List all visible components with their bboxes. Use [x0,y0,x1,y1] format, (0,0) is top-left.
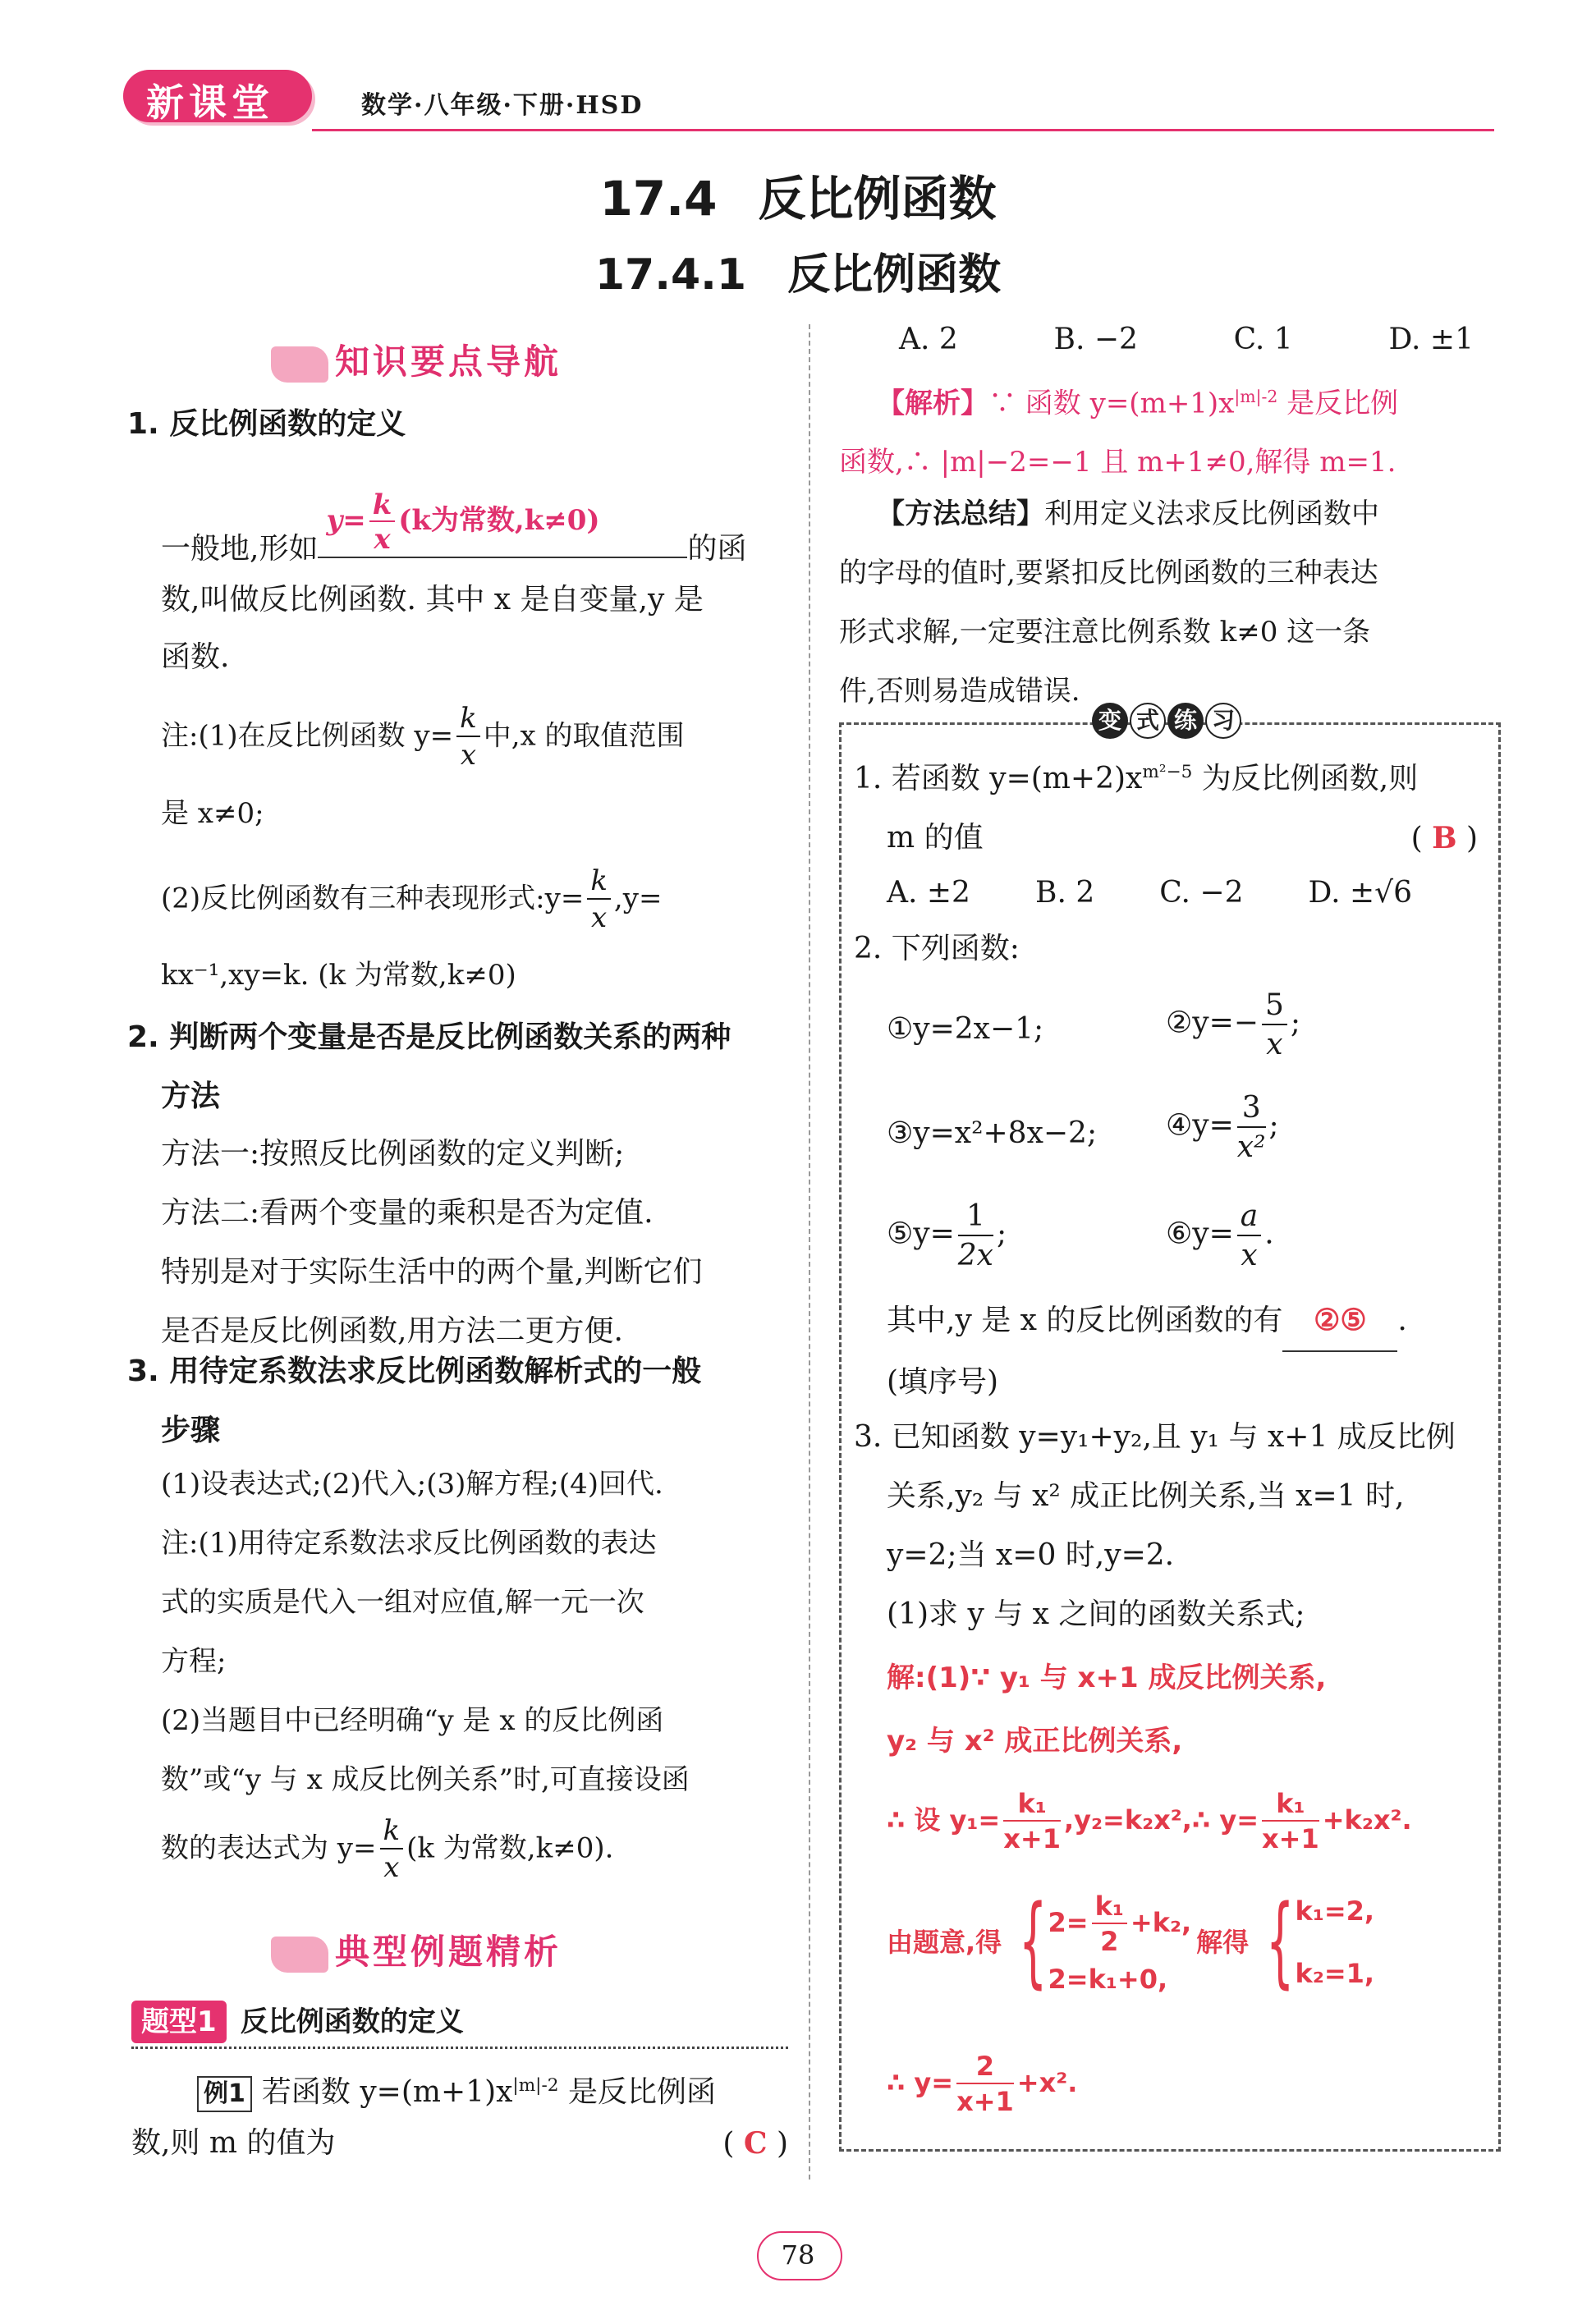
example1-line1: 例1 若函数 $y=(m+1)x^{|m|-2}$ 是反比例函 [197,2056,716,2122]
q3-stem: 3. 已知函数 y=y₁+y₂,且 y₁ 与 x+1 成反比例 关系,y₂ 与 x² 成正比例关系,当 x=1 时, y=2;当 x=0 时,y=2. (1)求 y 与 x 之间的函数关系式; [854,1420,1456,1631]
type1-title: 反比例函数的定义 [240,2005,464,2038]
definition-blank: y= $\frac{k}{x}$ (k为常数,k≠0) [318,509,687,558]
point1-heading: 1. 反比例函数的定义 [127,407,406,441]
q2-f1: ①y=2x−1; [887,1012,1044,1046]
q3-solution-system: 由题意,得 { 2= $\frac{\text{k₁}}{2}$ +k₂, 2=k₁+0, 解得 { k₁=2, k₂=1, [887,1885,1375,1999]
method-summary: 【方法总结】利用定义法求反比例函数中 的字母的值时,要紧扣反比例函数的三种表达 形式求解,一定要注意比例系数 k≠0 这一条 件,否则易造成错误. [839,497,1379,708]
example-label: 例1 [197,2076,252,2112]
header-divider [312,129,1494,131]
type1-row [131,1999,788,2049]
q3-solution-l1: 解:(1)∵ y₁ 与 x+1 成反比例关系, [887,1662,1327,1694]
left-brace-icon: { [1266,1885,1295,1999]
q3-solution-l3: ∴ 设 y₁= $\frac{\text{k₁}}{x+1}$ ,y₂=k₂x²,∴ y= $\frac{\text{k₁}}{x+1}$ +k₂x². [887,1788,1412,1855]
point2-body: 方法一:按照反比例函数的定义判断; 方法二:看两个变量的乘积是否为定值. 特别是对于实际生活中的两个量,判断它们 是否是反比例函数,用方法二更方便. [161,1137,703,1348]
book-icon [271,346,328,383]
books-icon [271,1937,328,1973]
q2-f3: ③y=x²+8x−2; [887,1116,1098,1150]
knowledge-banner: 知识要点导航 [271,335,562,384]
left-brace-icon: { [1019,1885,1048,1999]
q2-heading: 2. 下列函数: [854,932,1020,965]
point3-heading: 3. 用待定系数法求反比例函数解析式的一般 步骤 [127,1354,702,1447]
option-b: B. −2 [1053,323,1138,356]
q3-solution-final: ∴ y= $\frac{2}{x+1}$ +x². [887,2051,1078,2118]
example1-options [899,310,1474,369]
book-info: 数学·八年级·下册·HSD [361,91,644,120]
example1-answer: ( C ) [722,2126,788,2161]
note2-line2: kx⁻¹,xy=k. (k 为常数,k≠0) [161,959,516,992]
q2-f5: ⑤y= $\frac{1}{2x}$ ; [887,1199,1007,1272]
q2-f6: ⑥y= $\frac{a}{x}$ . [1166,1199,1274,1272]
practice-badge: 变 式 练 习 [1092,703,1245,744]
analysis: 【解析】∵ 函数 $y=(m+1)x^{|m|-2}$ 是反比例 函数,∴ |m|−2=−1 且 m+1≠0,解得 m=1. [839,387,1399,479]
example1-line2: 数,则 m 的值为 ( C ) [131,2114,788,2173]
section-title: 17.4 反比例函数 [599,171,997,227]
note1: 注:(1)在反比例函数 y= $\frac{k}{x}$ 中,x 的取值范围 [161,702,685,772]
option-d: D. ±1 [1388,323,1474,356]
page-header [123,70,1494,135]
point1-line3: 函数. [161,640,230,674]
type1-label: 题型1 [131,2001,227,2043]
point1-line2: 数,叫做反比例函数. 其中 x 是自变量,y 是 [161,583,704,617]
note2: (2)反比例函数有三种表现形式:y= $\frac{k}{x}$ ,y= [161,864,663,935]
q1-options: A. ±2 B. 2 C. −2 D. ±√6 [887,876,1412,910]
logo [123,70,320,129]
q1-answer: ( B ) [1410,821,1478,855]
point3-last-line: 数的表达式为 y= $\frac{k}{x}$ (k 为常数,k≠0). [161,1814,614,1885]
page-number: 78 [757,2231,839,2280]
point2-heading: 2. 判断两个变量是否是反比例函数关系的两种 方法 [127,1020,732,1113]
example-banner: 典型例题精析 [271,1925,562,1974]
subsection-title: 17.4.1 反比例函数 [594,250,1002,300]
q2-answer-blank: ②⑤ [1282,1290,1397,1352]
logo-text: 新课堂 [146,80,274,125]
q1: 1. 若函数 $y=(m+2)x^{m^2-5}$ 为反比例函数,则 m 的值 ( B ) [854,743,1478,868]
option-a: A. 2 [899,323,958,356]
point1-line1: 一般地,形如 y= $\frac{k}{x}$ (k为常数,k≠0) 的函 [161,488,747,566]
point3-body: (1)设表达式;(2)代入;(3)解方程;(4)回代. 注:(1)用待定系数法求反比例函数的表达 式的实质是代入一组对应值,解一元一次 方程; (2)当题目中已经明确“y 是 x 的反比例函 数”或“y 与 x 成反比例关系”时,可直接设函 [161,1468,690,1796]
q2-question: 其中,y 是 x 的反比例函数的有 ②⑤ . [887,1290,1407,1352]
note1-line2: 是 x≠0; [161,797,264,830]
q2-f4: ④y= $\frac{3}{\text{x²}}$ ; [1166,1091,1279,1164]
q2-hint: (填序号) [887,1365,999,1399]
option-c: C. 1 [1233,323,1293,356]
column-divider [809,324,810,2180]
q2-f2: ②y=− $\frac{5}{x}$ ; [1166,988,1300,1061]
q3-solution-l2: y₂ 与 x² 成正比例关系, [887,1725,1183,1758]
